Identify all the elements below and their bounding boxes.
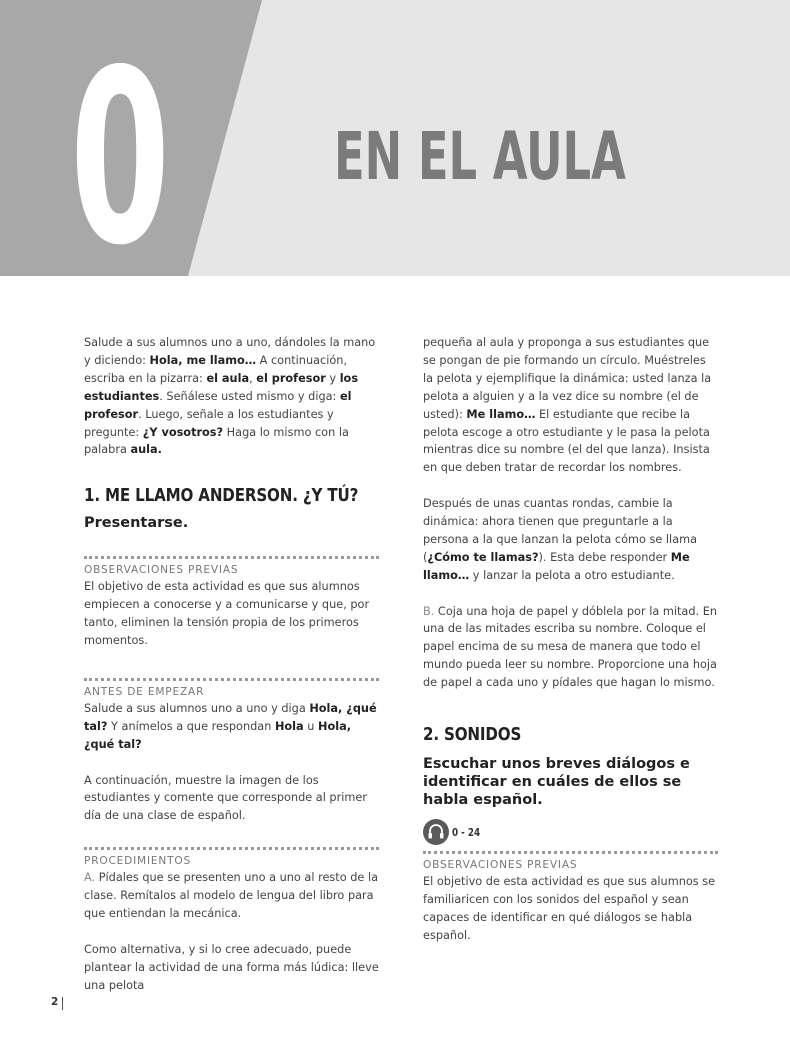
antes-label: ANTES DE EMPEZAR: [84, 685, 205, 698]
dotted-divider: [423, 851, 718, 854]
right-column: [423, 334, 718, 945]
procedure-rounds: Después de unas cuantas rondas, cambie la dinámica: ahora tienen que preguntarle a la persona a la que lanzan la pelota cómo se llama (¿Cómo te llamas?). Esta debe responder Me llamo… y lanzar la pelota a otro estudiante.: [423, 497, 698, 582]
unit-title: EN EL AULA: [334, 118, 626, 195]
dotted-divider: [84, 678, 379, 681]
unit-number: 0: [70, 18, 168, 298]
observaciones-label-2: OBSERVACIONES PREVIAS: [423, 859, 578, 872]
section1-subtitle: Presentarse.: [84, 515, 189, 532]
procedimientos-label: PROCEDIMIENTOS: [84, 855, 192, 868]
audio-track-badge[interactable]: [423, 819, 718, 845]
observaciones-text: El objetivo de esta actividad es que sus alumnos empiecen a conocerse y a comunicarse y que, por tanto, eliminen la tensión propia de los primeros momentos.: [84, 580, 370, 648]
procedure-continued: pequeña al aula y proponga a sus estudiantes que se pongan de pie formando un círculo. Muéstreles la pelota y ejemplifique la dinámica: usted lanza la pelota a alguien y a la vez dice su nombre (el de usted): Me llamo… El estudiante que recibe la pelota escoge a otro estudiante y le pasa la pelota mientras dice su nombre (el del que lanza). Insista en que deben tratar de recordar los nombres.: [423, 336, 712, 475]
section1-heading: 1. ME LLAMO ANDERSON. ¿Y TÚ?: [84, 485, 359, 507]
procedure-a: A. Pídales que se presenten uno a uno al resto de la clase. Remítalos al modelo de lengua del libro para que entiendan la mecánica.: [84, 871, 379, 921]
page-number: 2: [51, 996, 59, 1008]
antes-paragraph-1: Salude a sus alumnos uno a uno y diga Hola, ¿qué tal? Y anímelos a que respondan Hola u Hola, ¿qué tal?: [84, 701, 377, 751]
section2-heading: 2. SONIDOS: [423, 724, 522, 746]
audio-track-number: 0 - 24: [452, 825, 481, 839]
page-number-divider: [62, 997, 63, 1010]
procedure-alternative: Como alternativa, y si lo cree adecuado, puede plantear la actividad de una forma más lúdica: lleve una pelota: [84, 942, 379, 992]
observaciones-label: OBSERVACIONES PREVIAS: [84, 564, 239, 577]
dotted-divider: [84, 556, 379, 559]
left-column: [84, 334, 379, 995]
headphones-icon: [423, 819, 449, 845]
intro-paragraph: Salude a sus alumnos uno a uno, dándoles la mano y diciendo: Hola, me llamo… A continuación, escriba en la pizarra: el aula, el profesor y los estudiantes. Señálese usted mismo y diga: el profesor. Luego, señale a los estudiantes y pregunte: ¿Y vosotros? Haga lo mismo con la palabra aula.: [84, 336, 376, 457]
observaciones-text-2: El objetivo de esta actividad es que sus alumnos se familiaricen con los sonidos del español y sean capaces de identificar en qué diálogos se habla español.: [423, 875, 716, 942]
dotted-divider: [84, 847, 379, 850]
antes-paragraph-2: A continuación, muestre la imagen de los estudiantes y comente que corresponde al primer día de una clase de español.: [84, 773, 367, 823]
procedure-b: B. Coja una hoja de papel y dóblela por la mitad. En una de las mitades escriba su nombre. Coloque el papel encima de su mesa de manera que todo el mundo pueda leer su nombre. Proporcione una hoja de papel a cada uno y pídales que hagan lo mismo.: [423, 604, 717, 690]
section2-subtitle: Escuchar unos breves diálogos e identificar en cuáles de ellos se habla español.: [423, 756, 690, 809]
